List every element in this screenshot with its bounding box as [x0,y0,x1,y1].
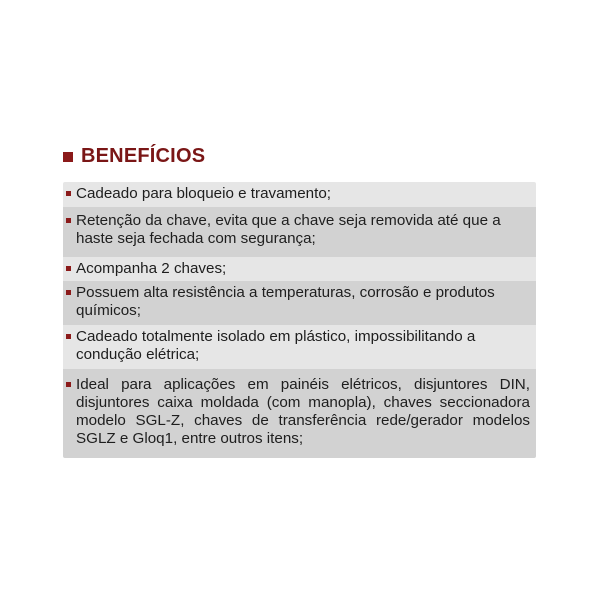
heading-bullet-icon [63,152,73,162]
bullet-icon [66,334,71,339]
list-item [63,207,536,257]
list-item [63,257,536,281]
bullet-icon [66,266,71,271]
list-item [63,182,536,207]
list-item-text: Cadeado para bloqueio e travamento; [76,185,331,202]
list-item-text: Possuem alta resistência a temperaturas, corrosão e produtos químicos; [76,284,495,319]
list-item-text: Retenção da chave, evita que a chave seja removida até que a haste seja fechada com segurança; [76,212,501,247]
list-item [63,369,536,458]
list-item [63,281,536,325]
bullet-icon [66,290,71,295]
list-item-text: Acompanha 2 chaves; [76,260,227,277]
list-item-text: Cadeado totalmente isolado em plástico, impossibilitando a condução elétrica; [76,328,476,363]
bullet-icon [66,382,71,387]
list-item [63,325,536,369]
bullet-icon [66,218,71,223]
section-title: BENEFÍCIOS [81,145,206,167]
bullet-icon [66,191,71,196]
list-item-text: Ideal para aplicações em painéis elétricos, disjuntores DIN, disjuntores caixa moldada (com manopla), chaves seccionadora modelo SGL-Z, chaves de transferência rede/gerador modelos SGLZ e Gloq1, entre outros itens; [76,376,530,447]
section-heading [63,145,205,168]
benefits-list [63,182,536,458]
